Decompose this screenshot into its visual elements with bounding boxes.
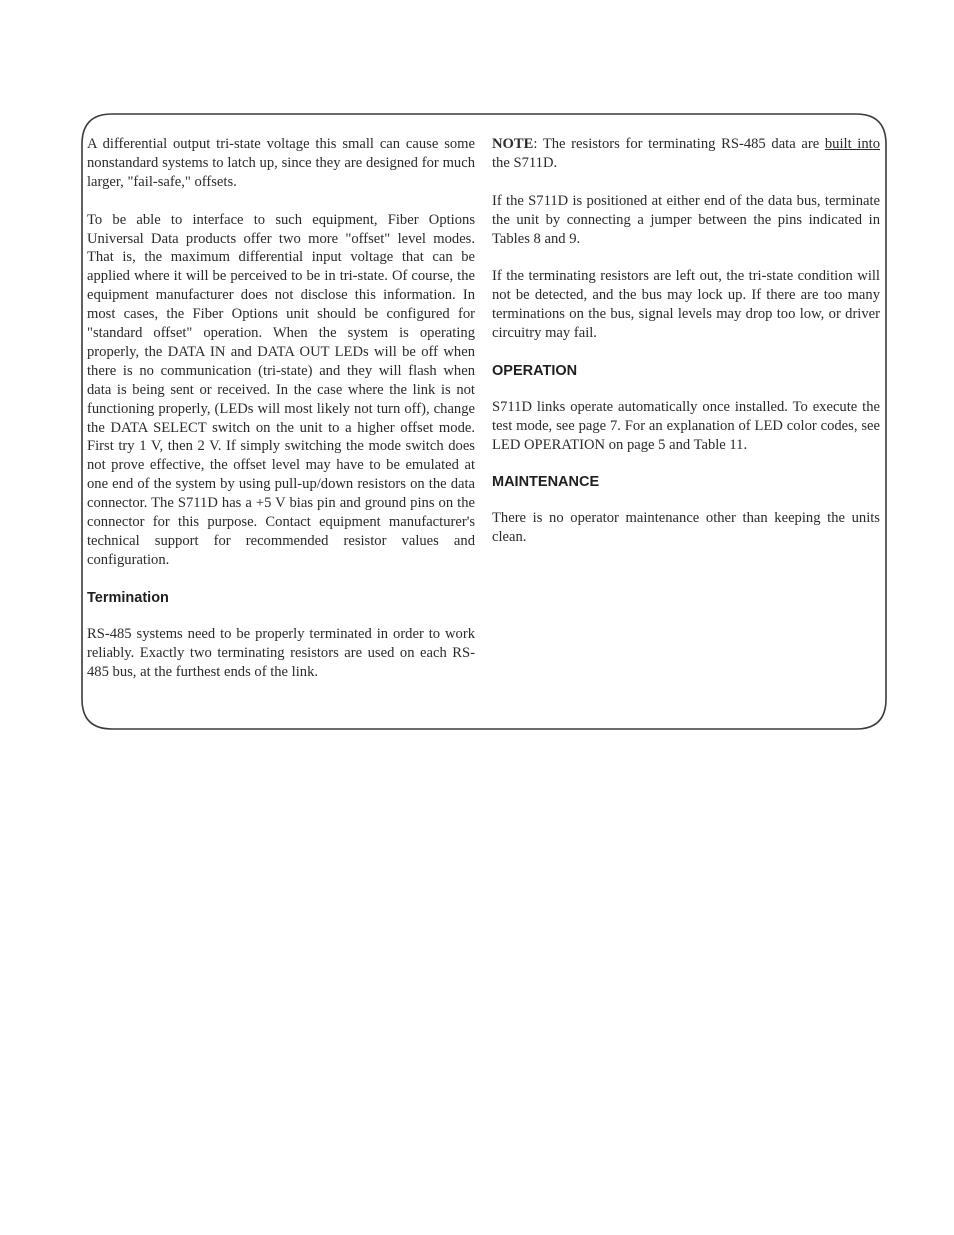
paragraph-resistors-left-out: If the terminating resistors are left out, the tri-state condition will not be detected, and the bus may lock up. If there are too many terminations on the bus, signal levels may drop too low, or driver circuitry may fail. <box>492 268 880 342</box>
note-text: : The resistors for terminating RS-485 data are <box>533 136 825 152</box>
heading-termination: Termination <box>87 589 169 606</box>
paragraph-operation: S711D links operate automatically once installed. To execute the test mode, see page 7. For an explanation of LED color codes, see LED OPERATION on page 5 and Table 11. <box>492 398 880 453</box>
note-end: the S711D. <box>492 154 558 171</box>
paragraph-fail-safe: A differential output tri-state voltage this small can cause some nonstandard systems to latch up, since they are designed for much larger, "fail-safe," offsets. <box>87 136 475 190</box>
note-underlined: built into <box>824 136 881 152</box>
paragraph-jumper: If the S711D is positioned at either end of the data bus, terminate the unit by connecting a jumper between the pins indicated in Tables 8 and 9. <box>492 192 880 247</box>
paragraph-maintenance: There is no operator maintenance other than keeping the units clean. <box>492 510 880 546</box>
paragraph-note <box>492 135 880 173</box>
paragraph-offset-modes: To be able to interface to such equipment, Fiber Options Universal Data products offer two more "offset" level modes. That is, the maximum differential input voltage that can be applied where it will be perceived to be in tri-state. Of course, the equipment manufacturer does not disclose this information. In most cases, the Fiber Options unit should be configured for "standard offset" operation. When the system is operating properly, the DATA IN and DATA OUT LEDs will be off when there is no communication (tri-state) and they will flash when data is being sent or received. In the case where the link is not functioning properly, (LEDs will most likely not turn off), change the DATA SELECT switch on the unit to a higher offset mode. First try 1 V, then 2 V. If simply switching the mode switch does not prove effective, the offset level may have to be emulated at one end of the system by using pull-up/down resistors on the data connector. The S711D has a +5 V bias pin and ground pins on the connector for this purpose. Contact equipment manufacturer's technical support for recommended resistor values and configuration. <box>87 211 475 568</box>
paragraph-termination: RS-485 systems need to be properly terminated in order to work reliably. Exactly two terminating resistors are used on each RS-485 bus, at the furthest ends of the link. <box>87 625 475 680</box>
note-label: NOTE <box>492 136 534 152</box>
right-column <box>492 135 880 566</box>
heading-maintenance: MAINTENANCE <box>492 474 600 491</box>
heading-operation: OPERATION <box>492 362 578 379</box>
left-column <box>87 135 475 700</box>
